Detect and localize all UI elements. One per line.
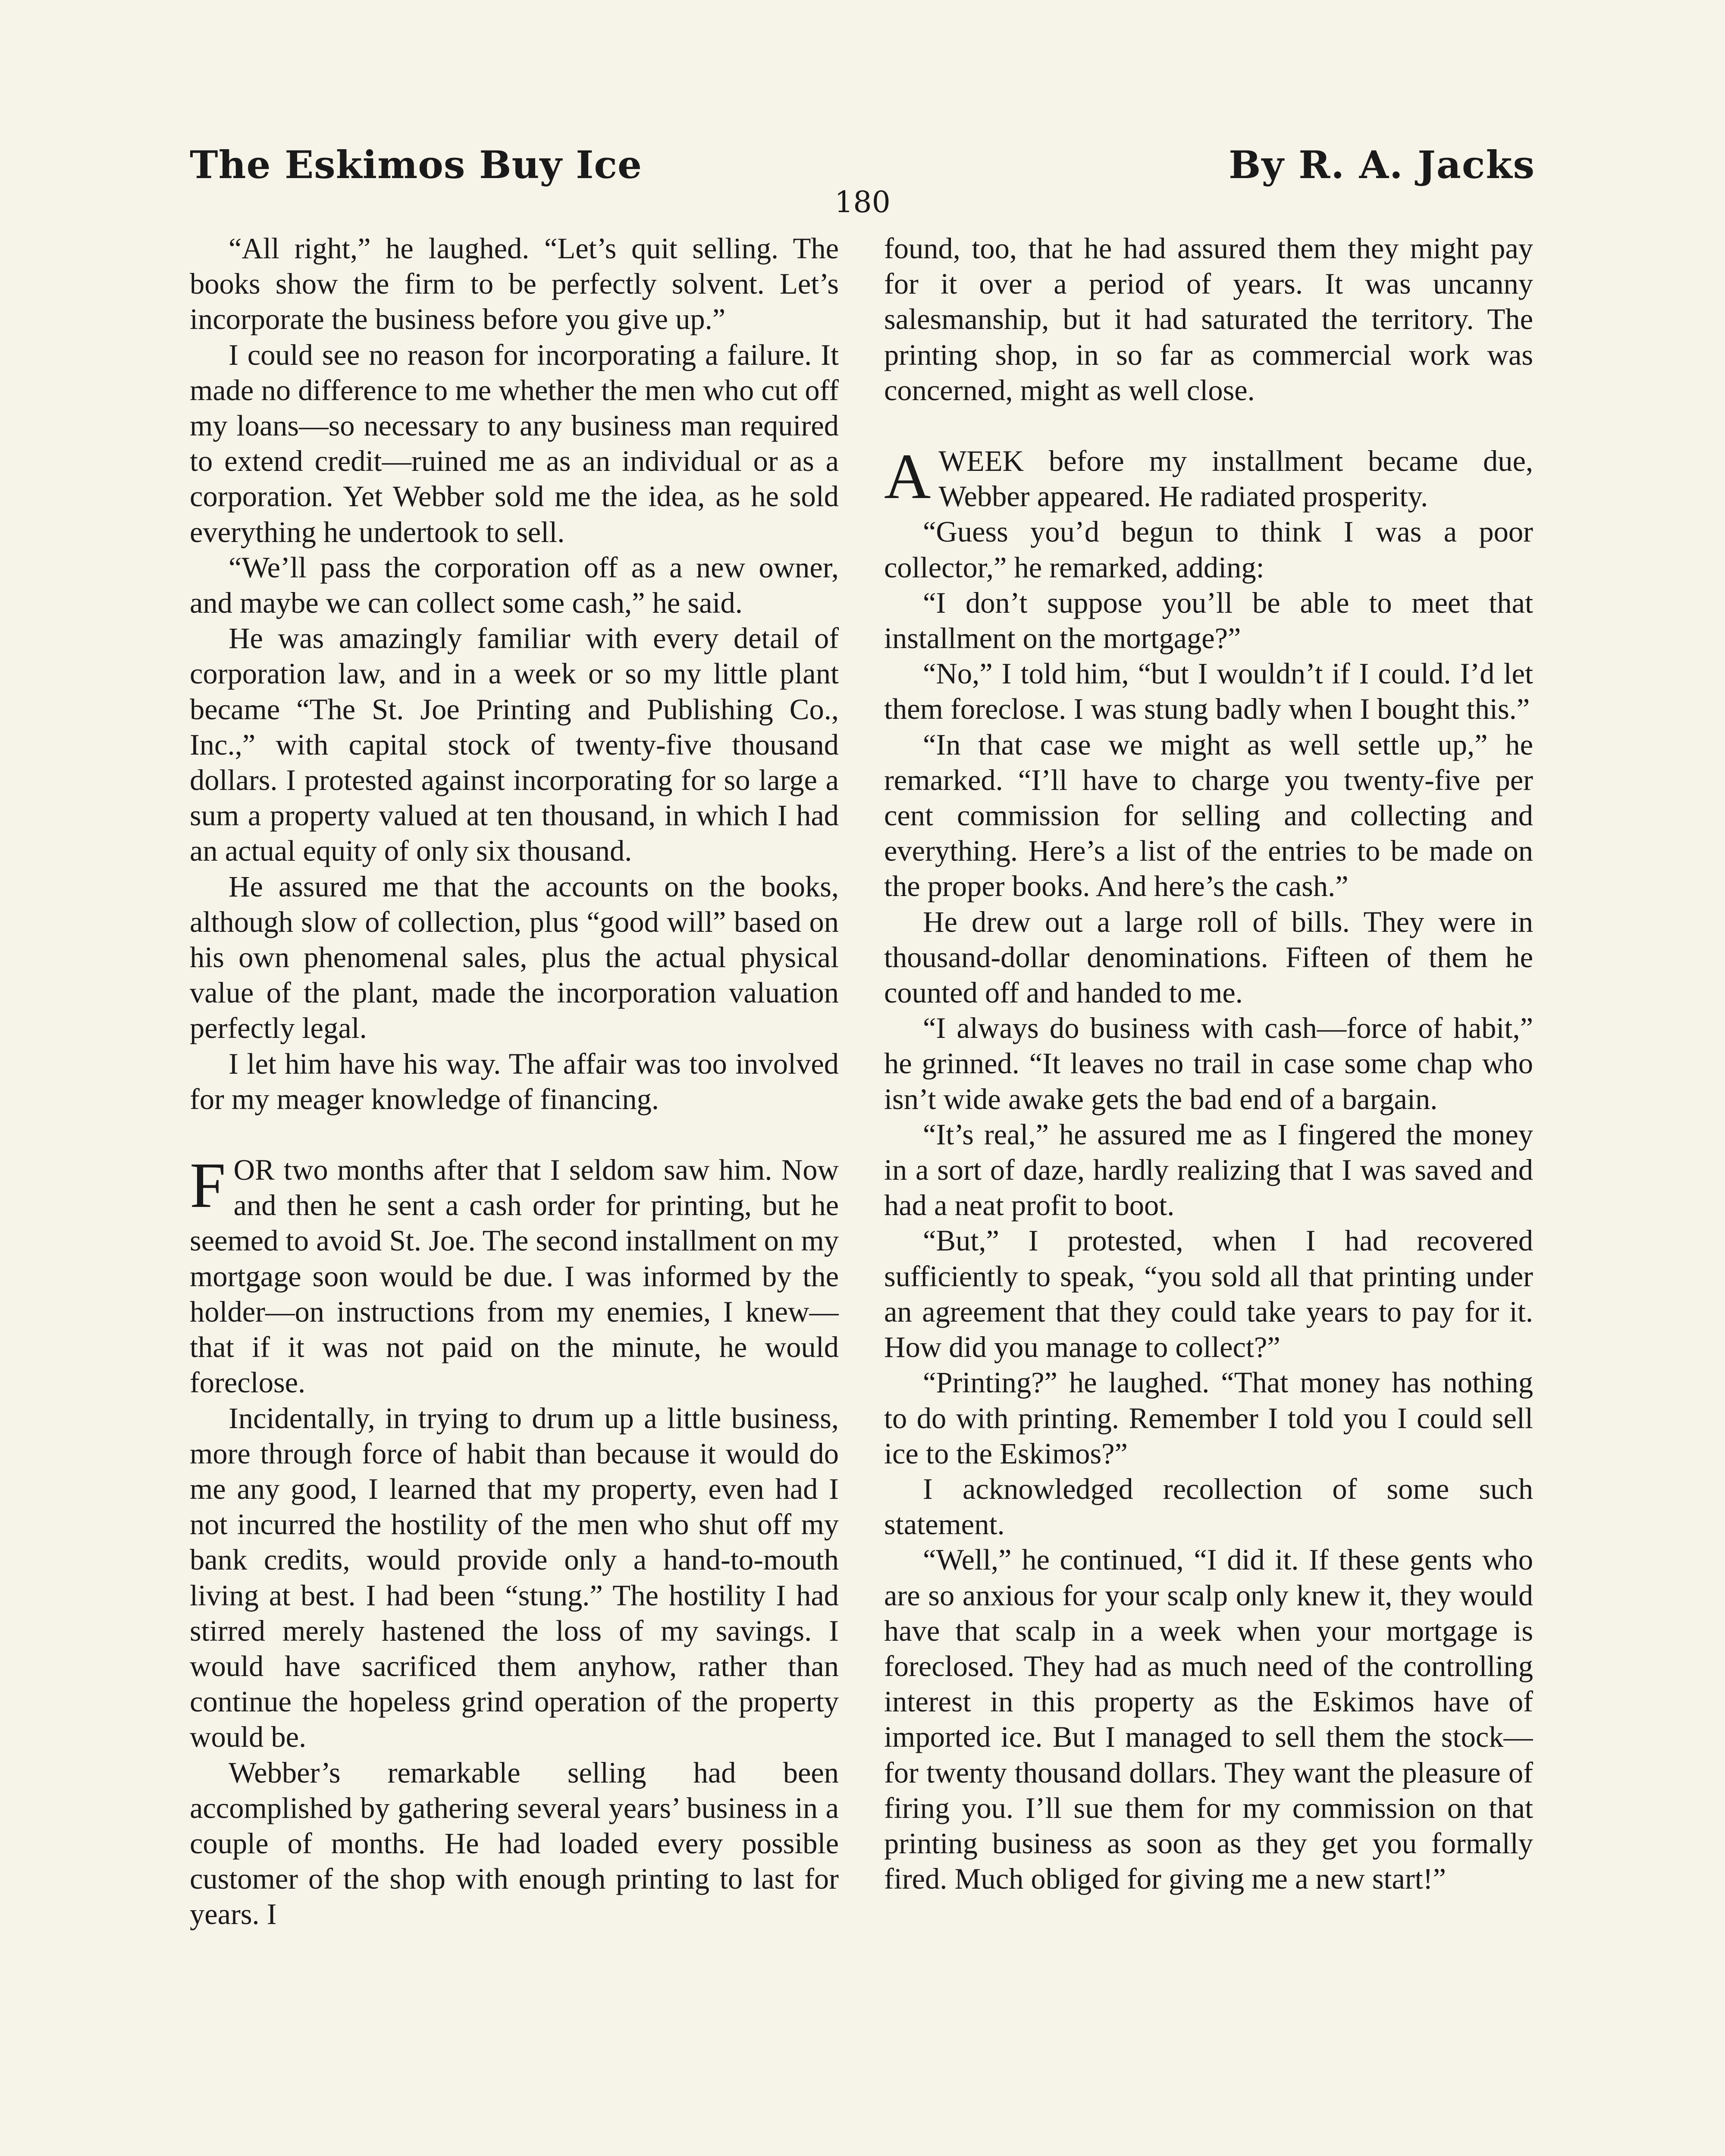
paragraph: “But,” I protested, when I had recovered sufficiently to speak, “you sold all that printing under an agreement that they could take years to pay for it. How did you manage to collect?”: [884, 1224, 1533, 1364]
paragraph: “We’ll pass the corporation off as a new owner, and maybe we can collect some cash,” he said.: [190, 551, 839, 620]
drop-cap: A: [884, 441, 931, 513]
paragraph: “Printing?” he laughed. “That money has nothing to do with printing. Remember I told you I could sell ice to the Eskimos?”: [884, 1366, 1533, 1470]
paragraph: “I don’t suppose you’ll be able to meet that installment on the mortgage?”: [884, 586, 1533, 655]
paragraph: “In that case we might as well settle up,” he remarked. “I’ll have to charge you twenty-five per cent commission for selling and collecting and everything. Here’s a list of the entries to be made on the proper books. And here’s the cash.”: [884, 728, 1533, 903]
paragraph: He was amazingly familiar with every detail of corporation law, and in a week or so my little plant became “The St. Joe Printing and Publishing Co., Inc.,” with capital stock of twenty-five thousand dollars. I protested against incorporating for so large a sum a property valued at ten thousand, in which I had an actual equity of only six thousand.: [190, 622, 839, 868]
section-opening: [190, 1152, 839, 1400]
paragraph: “No,” I told him, “but I wouldn’t if I could. I’d let them foreclose. I was stung badly when I bought this.”: [884, 657, 1533, 726]
paragraph: found, too, that he had assured them they might pay for it over a period of years. It was uncanny salesmanship, but it had saturated the territory. The printing shop, in so far as commercial work was concerned, might as well close.: [884, 232, 1533, 407]
paragraph: “All right,” he laughed. “Let’s quit selling. The books show the firm to be perfectly solvent. Let’s incorporate the business before you give up.”: [190, 232, 839, 336]
left-column: [190, 231, 839, 2156]
story-author: By R. A. Jacks: [1229, 142, 1535, 187]
paragraph: I let him have his way. The affair was too involved for my meager knowledge of financing.: [190, 1047, 839, 1116]
paragraph: “Guess you’d begun to think I was a poor collector,” he remarked, adding:: [884, 515, 1533, 584]
section-break: [190, 1117, 839, 1152]
paragraph: Incidentally, in trying to drum up a little business, more through force of habit than because it would do me any good, I learned that my property, even had I not incurred the hostility of the men who shut off my bank credits, would provide only a hand-to-mouth living at best. I had been “stung.” The hostility I had stirred merely hastened the loss of my savings. I would have sacrificed them anyhow, rather than continue the hopeless grind operation of the property would be.: [190, 1401, 839, 1754]
paragraph: I could see no reason for incorporating a failure. It made no difference to me whether the men who cut off my loans—so necessary to any business man required to extend credit—ruined me as an individual or as a corporation. Yet Webber sold me the idea, as he sold everything he undertook to sell.: [190, 338, 839, 548]
drop-cap: F: [190, 1150, 226, 1222]
paragraph: He assured me that the accounts on the books, although slow of collection, plus “good will” based on his own phenomenal sales, plus the actual physical value of the plant, made the incorporation valuation perfectly legal.: [190, 870, 839, 1045]
lead-in: WEEK: [938, 445, 1024, 478]
story-title: The Eskimos Buy Ice: [190, 142, 642, 187]
paragraph: Webber’s remarkable selling had been accomplished by gathering several years’ business in a couple of months. He had loaded every possible customer of the shop with enough printing to last for years. I: [190, 1756, 839, 1931]
paragraph-text: before my installment became due, Webber appeared. He radiated prosperity.: [938, 445, 1533, 513]
paragraph: “I always do business with cash—force of habit,” he grinned. “It leaves no trail in case some chap who isn’t wide awake gets the bad end of a bargain.: [884, 1012, 1533, 1116]
section-opening: [884, 443, 1533, 514]
section-break: [884, 408, 1533, 443]
paragraph: “Well,” he continued, “I did it. If these gents who are so anxious for your scalp only knew it, they would have that scalp in a week when your mortgage is foreclosed. They had as much need of the controlling interest in this property as the Eskimos have of imported ice. But I managed to sell them the stock—for twenty thousand dollars. They want the pleasure of firing you. I’ll sue them for my commission on that printing business as soon as they get you formally fired. Much obliged for giving me a new start!”: [884, 1543, 1533, 1896]
paragraph: He drew out a large roll of bills. They were in thousand-dollar denominations. Fifteen of them he counted off and handed to me.: [884, 905, 1533, 1009]
lead-in: OR: [233, 1153, 275, 1187]
paragraph: I acknowledged recollection of some such statement.: [884, 1472, 1533, 1541]
page-number: 180: [834, 185, 891, 219]
paragraph-text: two months after that I seldom saw him. Now and then he sent a cash order for printing, but he seemed to avoid St. Joe. The second installment on my mortgage soon would be due. I was informed by the holder—on instructions from my enemies, I knew—that if it was not paid on the minute, he would foreclose.: [190, 1153, 839, 1399]
paragraph: “It’s real,” he assured me as I fingered the money in a sort of daze, hardly realizing that I was saved and had a neat profit to boot.: [884, 1118, 1533, 1222]
right-column: [884, 231, 1533, 2156]
